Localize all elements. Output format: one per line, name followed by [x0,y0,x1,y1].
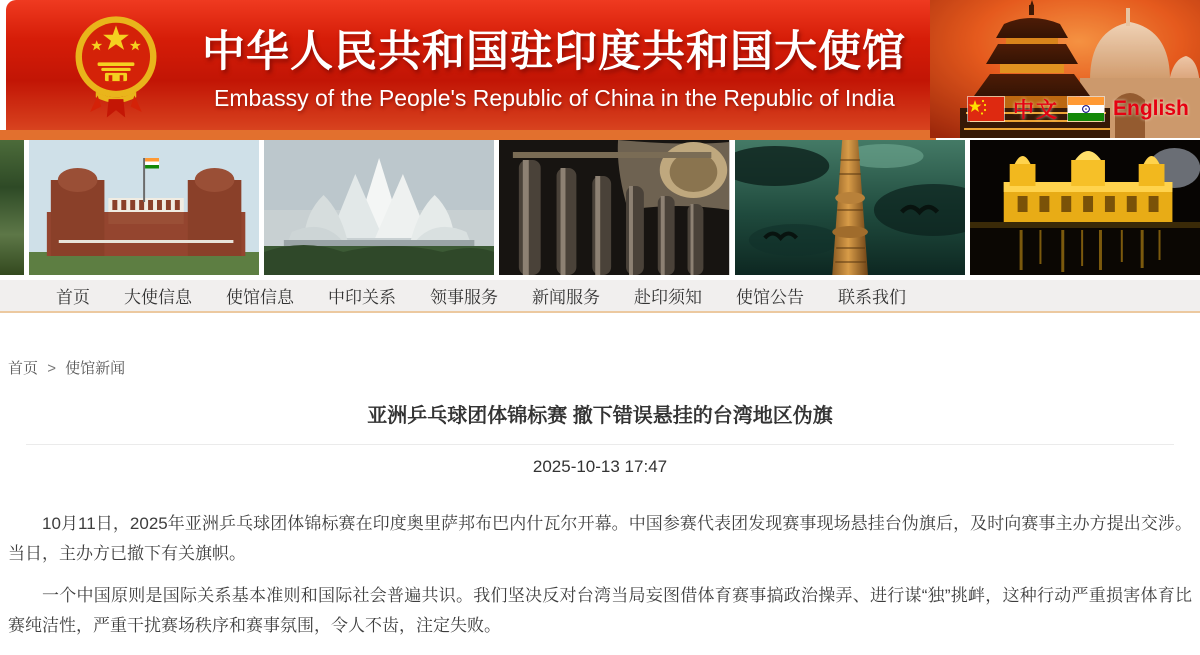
nav-item-travel-notices[interactable]: 赴印须知 [634,288,702,307]
breadcrumb [8,357,1192,378]
site-title-english: Embassy of the People's Republic of China in the Republic of India [214,85,895,111]
article-page [0,313,1200,641]
photo-red-fort [29,140,259,275]
language-switcher [968,94,1189,124]
article-paragraph-2: 一个中国原则是国际关系基本准则和国际社会普遍共识。我们坚决反对台湾当局妄图借体育赛事搞政治操弄、进行谋“独”挑衅，这种行动严重损害体育比赛纯洁性，严重干扰赛场秩序和赛事氛围，令人不齿，注定失败。 [8,586,1192,635]
china-flag-icon[interactable] [968,97,1004,121]
nav-item-home[interactable]: 首页 [56,288,90,307]
header-landmarks-image [930,0,1200,138]
article-body [8,509,1192,641]
article-date: 2025-10-13 17:47 [532,457,668,476]
lang-link-english[interactable]: English [1113,97,1189,120]
nav-item-contact-us[interactable]: 联系我们 [838,288,906,307]
site-title-chinese: 中华人民共和国驻印度共和国大使馆 [202,28,906,76]
lang-link-chinese[interactable]: 中文 [1013,99,1059,122]
breadcrumb-separator: > [47,360,56,377]
site-titles [202,18,942,112]
nav-item-china-india-relations[interactable]: 中印关系 [328,288,396,307]
nav-item-embassy-info[interactable]: 使馆信息 [226,288,294,307]
site-header [6,0,1200,130]
china-national-emblem-icon [70,10,162,122]
nav-item-embassy-announcements[interactable]: 使馆公告 [736,288,804,307]
photo-ajanta-caves [499,140,729,275]
landmark-photo-strip [0,140,1200,275]
main-navigation [0,280,1200,313]
india-flag-icon[interactable] [1068,97,1104,121]
breadcrumb-current-link[interactable]: 使馆新闻 [65,360,126,377]
nav-item-ambassador-info[interactable]: 大使信息 [124,288,192,307]
photo-golden-temple [970,140,1200,275]
photo-lotus-temple [264,140,494,275]
title-divider [26,444,1174,445]
nav-item-news-services[interactable]: 新闻服务 [532,288,600,307]
nav-item-consular-services[interactable]: 领事服务 [430,288,498,307]
accent-strip [0,130,936,140]
article-paragraph-1: 10月11日，2025年亚洲乒乓球团体锦标赛在印度奥里萨邦布巴内什瓦尔开幕。中国参赛代表团发现赛事现场悬挂台伪旗后，及时向赛事主办方提出交涉。当日，主办方已撤下有关旗帜。 [8,514,1192,563]
breadcrumb-home-link[interactable]: 首页 [8,360,39,377]
article-title: 亚洲乒乓球团体锦标赛 撤下错误悬挂的台湾地区伪旗 [367,405,833,427]
photo-edge-sliver [0,140,24,275]
photo-qutub-minar [735,140,965,275]
